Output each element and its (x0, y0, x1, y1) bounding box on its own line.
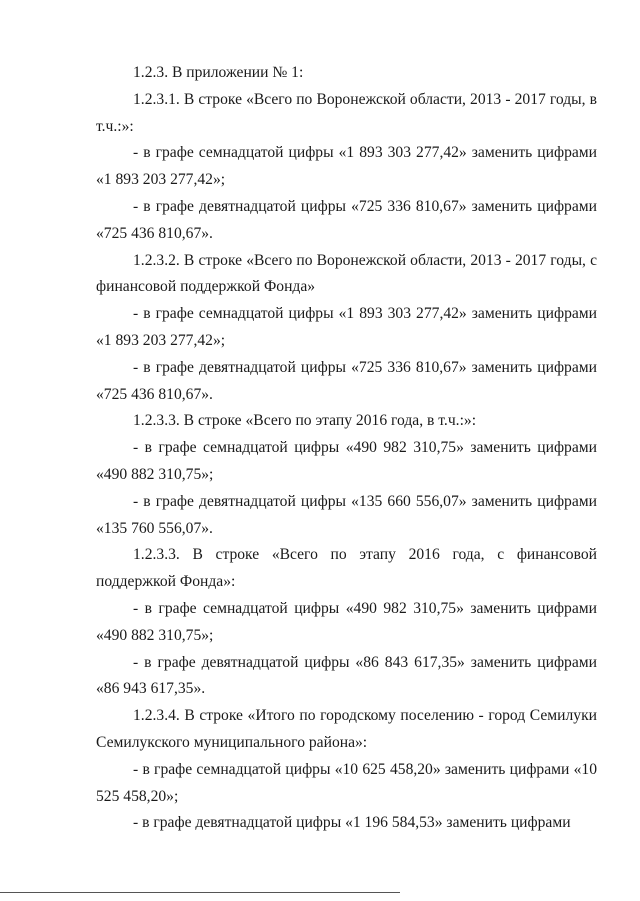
list-item: - в графе семнадцатой цифры «490 982 310,75» заменить цифрами «490 882 310,75»; (96, 599, 597, 644)
document-body (96, 60, 597, 837)
clause-1-2-3-1: 1.2.3.1. В строке «Всего по Воронежской области, 2013 - 2017 годы, в т.ч.:»: (96, 90, 597, 135)
list-item: - в графе девятнадцатой цифры «1 196 584,53» заменить цифрами (133, 814, 571, 832)
list-item: - в графе семнадцатой цифры «490 982 310,75» заменить цифрами «490 882 310,75»; (96, 439, 597, 483)
list-item: - в графе семнадцатой цифры «10 625 458,20» заменить цифрами «10 525 458,20»; (96, 760, 597, 805)
scan-edge-line (0, 892, 400, 893)
list-item: - в графе девятнадцатой цифры «135 660 556,07» заменить цифрами «135 760 556,07». (96, 492, 597, 537)
list-item: - в графе девятнадцатой цифры «725 336 810,67» заменить цифрами «725 436 810,67». (96, 358, 597, 403)
list-item: - в графе семнадцатой цифры «1 893 303 277,42» заменить цифрами «1 893 203 277,42»; (96, 305, 597, 349)
list-item: - в графе семнадцатой цифры «1 893 303 277,42» заменить цифрами «1 893 203 277,42»; (96, 144, 597, 189)
list-item: - в графе девятнадцатой цифры «86 843 617,35» заменить цифрами «86 943 617,35». (96, 653, 597, 698)
clause-1-2-3-4: 1.2.3.4. В строке «Итого по городскому поселению - город Семилуки Семилукского муниципального района»: (96, 707, 597, 751)
list-item: - в графе девятнадцатой цифры «725 336 810,67» заменить цифрами «725 436 810,67». (96, 197, 597, 242)
clause-1-2-3-3-b: 1.2.3.3. В строке «Всего по этапу 2016 года, с финансовой поддержкой Фонда»: (96, 546, 597, 591)
section-heading: 1.2.3. В приложении № 1: (133, 64, 304, 81)
clause-1-2-3-2: 1.2.3.2. В строке «Всего по Воронежской области, 2013 - 2017 годы, с финансовой поддержкой Фонда» (96, 251, 597, 296)
clause-1-2-3-3: 1.2.3.3. В строке «Всего по этапу 2016 года, в т.ч.:»: (133, 412, 477, 430)
